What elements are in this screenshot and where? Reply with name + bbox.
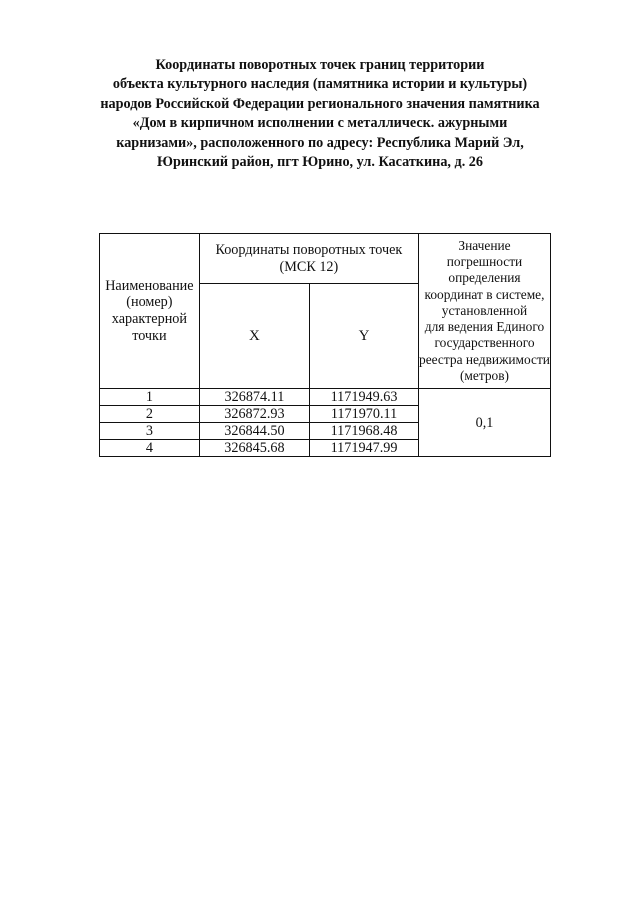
header-text: для ведения Единого (424, 319, 545, 335)
header-text: погрешности (446, 254, 523, 270)
table-row (100, 389, 551, 406)
header-text: Наименование (105, 277, 194, 294)
point-cell: 3 (100, 423, 200, 440)
table-header-row (100, 234, 551, 284)
point-name-header (100, 234, 200, 389)
x-cell: 326872.93 (199, 406, 309, 423)
y-cell: 1171970.11 (310, 406, 419, 423)
x-cell: 326845.68 (199, 440, 309, 457)
header-text: Значение (458, 238, 511, 254)
point-cell: 2 (100, 406, 200, 423)
header-text: определения (448, 270, 521, 286)
header-text: характерной (111, 311, 187, 327)
header-text: Координаты поворотных точек (215, 241, 403, 258)
header-text: установленной (441, 302, 528, 318)
document-title (60, 56, 580, 172)
error-header (419, 234, 551, 389)
y-column-header: Y (310, 284, 419, 389)
x-column-header: X (199, 284, 309, 389)
point-cell: 4 (100, 440, 200, 457)
coordinates-group-header (199, 234, 418, 284)
header-text: реестра недвижимости (419, 351, 550, 367)
title-line: карнизами», расположенного по адресу: Республика Марий Эл, (116, 134, 524, 151)
y-cell: 1171947.99 (310, 440, 419, 457)
header-text: (метров) (459, 367, 510, 383)
header-text: (номер) (126, 294, 173, 311)
header-text: (МСК 12) (279, 258, 339, 275)
x-cell: 326874.11 (199, 389, 309, 406)
point-cell: 1 (100, 389, 200, 406)
title-line: «Дом в кирпичном исполнении с металлическ. ажурными (132, 115, 508, 132)
y-cell: 1171949.63 (310, 389, 419, 406)
header-text: координат в системе, (424, 286, 545, 302)
title-line: Юринский район, пгт Юрино, ул. Касаткина, д. 26 (157, 154, 483, 171)
header-text: точки (132, 327, 167, 344)
y-cell: 1171968.48 (310, 423, 419, 440)
error-value-cell: 0,1 (419, 389, 551, 457)
x-cell: 326844.50 (199, 423, 309, 440)
coordinates-table (99, 233, 551, 457)
title-line: объекта культурного наследия (памятника истории и культуры) (112, 76, 528, 93)
header-text: государственного (434, 335, 535, 351)
title-line: народов Российской Федерации регионального значения памятника (100, 95, 540, 112)
title-line: Координаты поворотных точек границ территории (155, 57, 485, 73)
